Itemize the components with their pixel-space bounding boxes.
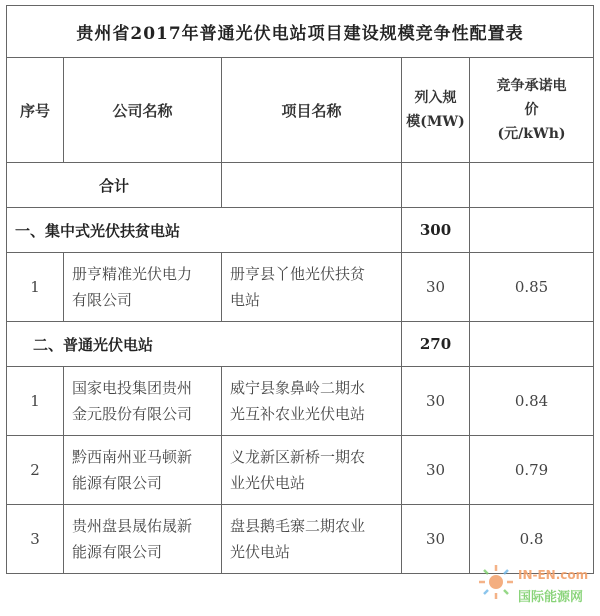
section-scale: 270	[402, 322, 470, 367]
total-label: 合计	[7, 163, 222, 208]
row-project-line2: 电站	[230, 291, 261, 309]
row-project	[222, 505, 402, 574]
header-company: 公司名称	[64, 58, 222, 163]
row-company-line2: 金元股份有限公司	[72, 405, 193, 423]
header-price	[470, 58, 594, 163]
row-company-line1: 黔西南州亚马顿新	[72, 448, 193, 466]
section-label: 二、普通光伏电站	[7, 322, 402, 367]
table-row	[7, 367, 594, 436]
row-scale: 30	[402, 436, 470, 505]
row-seq: 1	[7, 367, 64, 436]
row-company	[64, 505, 222, 574]
row-scale: 30	[402, 505, 470, 574]
header-scale-line2: 模(MW)	[406, 114, 465, 130]
watermark-name: 国际能源网	[518, 590, 584, 605]
row-seq: 2	[7, 436, 64, 505]
sun-logo-icon	[476, 562, 516, 602]
watermark-logo	[474, 554, 594, 614]
total-price-cell	[470, 163, 594, 208]
row-company-line2: 能源有限公司	[72, 474, 163, 492]
row-project	[222, 253, 402, 322]
table-row	[7, 253, 594, 322]
watermark-domain: IN-EN.com	[518, 568, 589, 582]
title-row	[7, 6, 594, 58]
row-project	[222, 436, 402, 505]
section-price-cell	[470, 208, 594, 253]
header-seq: 序号	[7, 58, 64, 163]
row-price: 0.8	[470, 505, 594, 574]
row-company-line2: 能源有限公司	[72, 543, 163, 561]
row-company	[64, 367, 222, 436]
header-price-line3: (元/kWh)	[497, 126, 566, 142]
row-company-line2: 有限公司	[72, 291, 133, 309]
row-company-line1: 国家电投集团贵州	[72, 379, 193, 397]
allocation-table	[6, 5, 594, 574]
row-project	[222, 367, 402, 436]
row-project-line1: 义龙新区新桥一期农	[230, 448, 366, 466]
section-price-cell	[470, 322, 594, 367]
row-price: 0.84	[470, 367, 594, 436]
header-project: 项目名称	[222, 58, 402, 163]
row-scale: 30	[402, 367, 470, 436]
row-project-line2: 光互补农业光伏电站	[230, 405, 366, 423]
header-scale	[402, 58, 470, 163]
section-row	[7, 208, 594, 253]
row-project-line1: 威宁县象鼻岭二期水	[230, 379, 366, 397]
section-label: 一、集中式光伏扶贫电站	[7, 208, 402, 253]
row-company	[64, 436, 222, 505]
table-title: 贵州省2017年普通光伏电站项目建设规模竞争性配置表	[7, 6, 594, 58]
section-scale: 300	[402, 208, 470, 253]
header-row	[7, 58, 594, 163]
row-price: 0.79	[470, 436, 594, 505]
row-company-line1: 贵州盘县晟佑晟新	[72, 517, 193, 535]
row-project-line1: 册亨县丫他光伏扶贫	[230, 265, 366, 283]
row-company-line1: 册亨精准光伏电力	[72, 265, 193, 283]
total-row	[7, 163, 594, 208]
row-project-line2: 业光伏电站	[230, 474, 306, 492]
section-row	[7, 322, 594, 367]
row-project-line1: 盘县鹅毛寨二期农业	[230, 517, 366, 535]
header-price-line1: 竞争承诺电	[496, 78, 567, 94]
header-price-line2: 价	[524, 102, 539, 118]
total-project-cell	[222, 163, 402, 208]
table-row	[7, 436, 594, 505]
row-seq: 3	[7, 505, 64, 574]
row-company	[64, 253, 222, 322]
row-project-line2: 光伏电站	[230, 543, 291, 561]
row-seq: 1	[7, 253, 64, 322]
total-scale-cell	[402, 163, 470, 208]
header-scale-line1: 列入规	[414, 90, 457, 106]
row-price: 0.85	[470, 253, 594, 322]
row-scale: 30	[402, 253, 470, 322]
